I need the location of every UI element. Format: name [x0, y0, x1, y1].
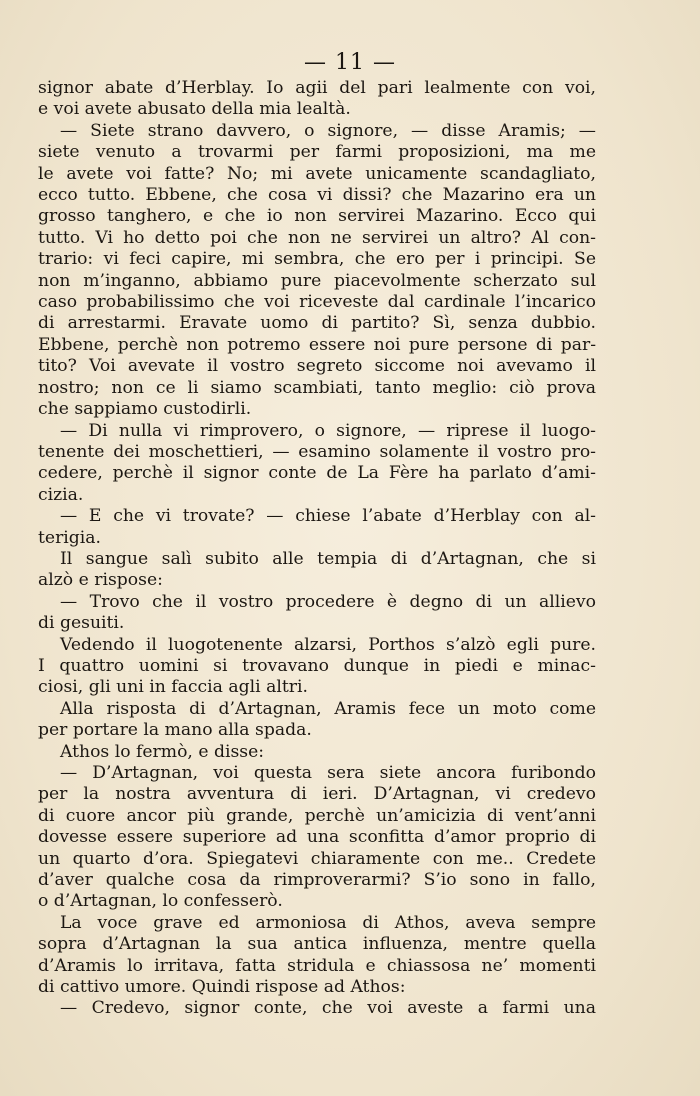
text-line: non m’inganno, abbiamo pure piacevolmente scherzato sul	[38, 270, 596, 291]
text-line: Athos lo fermò, e disse:	[60, 741, 265, 762]
text-line: cedere, perchè il signor conte de La Fère ha parlato d’ami-	[38, 463, 596, 484]
text-line: per la nostra avventura di ieri. D’Artagnan, vi credevo	[38, 784, 596, 805]
text-line: Ebbene, perchè non potremo essere noi pure persone di par-	[38, 334, 596, 355]
text-line: di gesuiti.	[38, 613, 125, 634]
text-line: alzò e rispose:	[38, 570, 163, 591]
text-line: ecco tutto. Ebbene, che cosa vi dissi? che Mazarino era un	[38, 185, 596, 206]
text-line: Il sangue salì subito alle tempia di d’Artagnan, che si	[60, 548, 596, 569]
text-line: — Siete strano davvero, o signore, — disse Aramis; —	[60, 120, 596, 141]
text-line: Vedendo il luogotenente alzarsi, Porthos s’alzò egli pure.	[60, 634, 596, 655]
text-line: tutto. Vi ho detto poi che non ne servirei un altro? Al con-	[38, 227, 596, 248]
text-line: di cattivo umore. Quindi rispose ad Athos:	[38, 977, 406, 998]
text-line: terigia.	[38, 527, 102, 548]
text-line: e voi avete abusato della mia lealtà.	[38, 99, 351, 120]
text-line: — Di nulla vi rimprovero, o signore, — riprese il luogo-	[60, 420, 596, 441]
text-line: un quarto d’ora. Spiegatevi chiaramente con me.. Credete	[38, 848, 596, 869]
text-line: grosso tanghero, e che io non servirei Mazarino. Ecco qui	[38, 206, 596, 227]
text-line: dovesse essere superiore ad una sconfitta d’amor proprio di	[38, 827, 596, 848]
text-line: siete venuto a trovarmi per farmi proposizioni, ma me	[38, 142, 596, 163]
text-line: signor abate d’Herblay. Io agii del pari lealmente con voi,	[38, 78, 596, 98]
text-line: tenente dei moschettieri, — esamino solamente il vostro pro-	[38, 441, 596, 462]
text-line: — Credevo, signor conte, che voi aveste a farmi una	[60, 998, 596, 1019]
text-line: — Trovo che il vostro procedere è degno di un allievo	[60, 591, 596, 612]
text-line: — E che vi trovate? — chiese l’abate d’Herblay con al-	[60, 506, 596, 527]
text-line: o d’Artagnan, lo confesserò.	[38, 891, 283, 912]
text-line: Alla risposta di d’Artagnan, Aramis fece un moto come	[60, 698, 596, 719]
text-line: — D’Artagnan, voi questa sera siete ancora furibondo	[60, 763, 596, 783]
text-line: caso probabilissimo che voi riceveste dal cardinale l’incarico	[38, 292, 596, 313]
text-line: le avete voi fatte? No; mi avete unicamente scandagliato,	[38, 163, 596, 184]
text-line: che sappiamo custodirli.	[38, 399, 252, 420]
text-line: I quattro uomini si trovavano dunque in piedi e minac-	[38, 655, 596, 676]
text-line: La voce grave ed armoniosa di Athos, aveva sempre	[60, 912, 596, 933]
text-line: nostro; non ce li siamo scambiati, tanto meglio: ciò prova	[38, 377, 596, 398]
text-line: di arrestarmi. Eravate uomo di partito? Sì, senza dubbio.	[38, 313, 596, 334]
text-line: ciosi, gli uni in faccia agli altri.	[38, 677, 308, 698]
text-line: d’aver qualche cosa da rimproverarmi? S’io sono in fallo,	[38, 870, 596, 891]
text-line: per portare la mano alla spada.	[38, 720, 312, 741]
text-line: tito? Voi avevate il vostro segreto siccome noi avevamo il	[38, 356, 596, 377]
text-line: d’Aramis lo irritava, fatta stridula e chiassosa ne’ momenti	[38, 955, 596, 976]
text-line: di cuore ancor più grande, perchè un’amicizia di vent’anni	[38, 805, 596, 826]
text-line: cizia.	[38, 484, 84, 505]
page-number: — 11 —	[304, 50, 396, 75]
text-line: trario: vi feci capire, mi sembra, che ero per i principi. Se	[38, 249, 596, 270]
body-text	[38, 78, 596, 1020]
text-line: sopra d’Artagnan la sua antica influenza, mentre quella	[38, 934, 596, 955]
